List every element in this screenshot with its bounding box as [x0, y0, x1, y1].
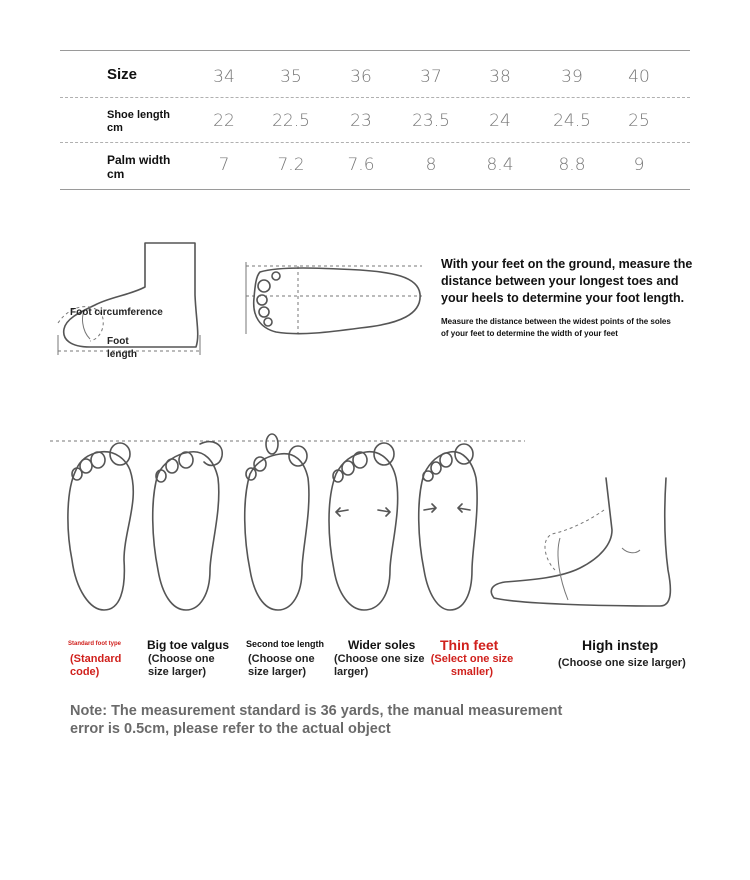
- foot-circumference-label: Foot circumference: [70, 307, 163, 318]
- foot-type-desc-line: (Choose one: [148, 653, 215, 665]
- table-cell: 22.5: [272, 111, 310, 131]
- foot-type-desc-line: (Standard: [70, 653, 122, 665]
- foot-type-desc-line: (Choose one: [248, 653, 315, 665]
- shoe-length-unit: cm: [107, 122, 123, 134]
- foot-type-desc-line: (Choose one size: [334, 653, 425, 665]
- foot-type-title: Second toe length: [246, 639, 325, 649]
- big-toe-valgus-foot-icon: [153, 442, 222, 610]
- table-cell: 38: [489, 67, 511, 87]
- table-cell: 24: [489, 111, 511, 131]
- table-cell: 36: [350, 67, 372, 87]
- table-cell: 7: [218, 155, 230, 175]
- foot-length-label-line2: length: [107, 349, 137, 360]
- foot-type-desc: [428, 653, 516, 679]
- table-cell: 40: [628, 67, 650, 87]
- table-cell: 23.5: [412, 111, 450, 131]
- foot-type-desc-line: size larger): [148, 666, 207, 678]
- palm-width-unit: cm: [107, 167, 125, 181]
- shoe-length-label: [107, 109, 170, 135]
- thin-feet-foot-icon: [419, 444, 477, 610]
- table-bottom-line: [60, 189, 690, 190]
- size-row-label: Size: [107, 66, 138, 83]
- note-line: Note: The measurement standard is 36 yards, the manual measurement: [70, 703, 563, 719]
- measurement-note: [70, 702, 562, 738]
- foot-type-desc-line: larger): [334, 666, 369, 678]
- foot-type-title: High instep: [582, 637, 659, 653]
- instruction-line: distance between your longest toes and: [441, 274, 679, 288]
- table-cell: 34: [213, 67, 235, 87]
- foot-type-title: Wider soles: [348, 638, 416, 652]
- table-cell: 8.4: [486, 155, 514, 175]
- palm-width-label-text: Palm width: [107, 153, 171, 167]
- table-top-line: [60, 50, 690, 51]
- wider-soles-foot-icon: [329, 443, 398, 610]
- table-cell: 23: [350, 111, 372, 131]
- width-instruction-line: Measure the distance between the widest points of the soles: [441, 317, 671, 326]
- foot-type-desc-line: size larger): [248, 666, 307, 678]
- palm-width-label: [107, 153, 170, 181]
- top-foot-illustration: [240, 258, 430, 340]
- foot-type-title: Standard foot type: [68, 641, 122, 647]
- table-cell: 8: [425, 155, 437, 175]
- standard-foot-icon: [68, 443, 133, 610]
- foot-type-desc: [70, 653, 121, 679]
- instruction-line: With your feet on the ground, measure the: [441, 257, 693, 271]
- foot-type-desc: [558, 657, 686, 670]
- foot-type-desc-line: (Choose one size larger): [558, 657, 686, 669]
- width-instruction-line: of your feet to determine the width of your feet: [441, 329, 618, 338]
- table-cell: 35: [280, 67, 302, 87]
- second-toe-foot-icon: [245, 434, 309, 610]
- table-divider: [60, 97, 690, 98]
- foot-type-title: Thin feet: [440, 637, 499, 653]
- instruction-line: your heels to determine your foot length.: [441, 291, 685, 305]
- table-cell: 39: [561, 67, 583, 87]
- instruction-text: [441, 256, 692, 307]
- table-cell: 37: [420, 67, 442, 87]
- shoe-length-label-text: Shoe length: [107, 109, 170, 121]
- table-divider: [60, 142, 690, 143]
- foot-types-illustration: [0, 430, 750, 630]
- foot-type-desc: [248, 653, 315, 679]
- table-cell: 22: [213, 111, 235, 131]
- foot-type-title: Big toe valgus: [147, 638, 230, 652]
- table-cell: 9: [633, 155, 645, 175]
- foot-type-desc: [148, 653, 215, 679]
- foot-type-desc: [334, 653, 424, 679]
- high-instep-foot-icon: [491, 478, 670, 606]
- foot-type-desc-line: code): [70, 666, 100, 678]
- foot-length-label: [107, 335, 137, 361]
- foot-type-desc-line: (Select one size: [430, 653, 514, 665]
- table-cell: 25: [628, 111, 650, 131]
- table-cell: 24.5: [553, 111, 591, 131]
- table-cell: 7.2: [277, 155, 305, 175]
- note-line: error is 0.5cm, please refer to the actual object: [70, 721, 391, 737]
- foot-type-desc-line: smaller): [450, 666, 494, 678]
- table-cell: 8.8: [558, 155, 586, 175]
- width-instruction-text: [441, 316, 671, 340]
- foot-length-label-line1: Foot: [107, 336, 129, 347]
- table-cell: 7.6: [347, 155, 375, 175]
